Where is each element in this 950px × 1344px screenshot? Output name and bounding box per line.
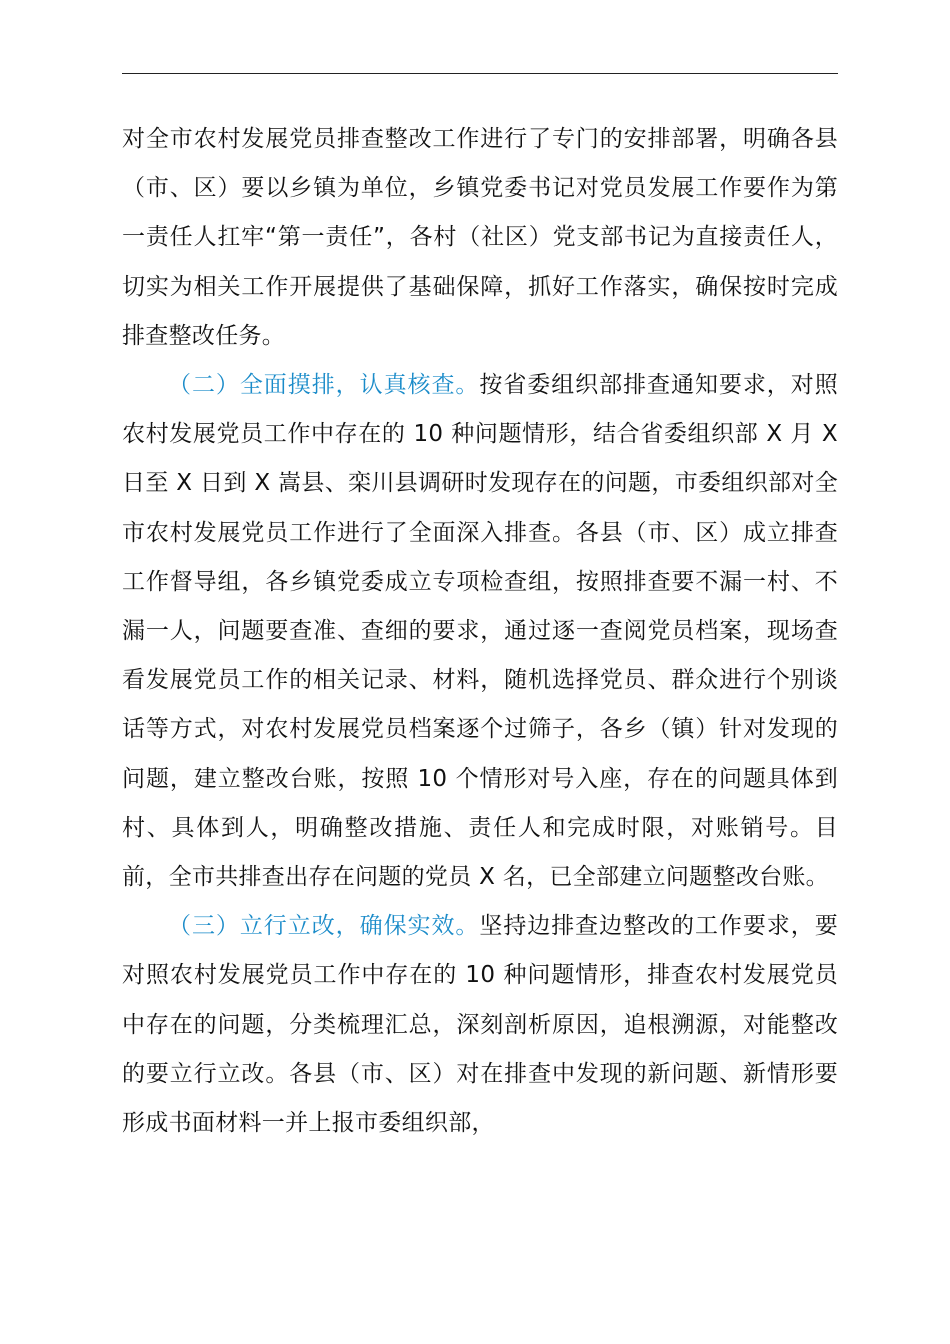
paragraph-1-text: 对全市农村发展党员排查整改工作进行了专门的安排部署，明确各县（市、区）要以乡镇为单位，乡镇党委书记对党员发展工作要作为第一责任人扛牢“第一责任”，各村（社区）党支部书记为直接责任人，切实为相关工作开展提供了基础保障，抓好工作落实，确保按时完成排查整改任务。 [122,126,838,349]
document-body [122,115,838,1148]
paragraph-2 [122,361,838,902]
paragraph-3-text: 坚持边排查边整改的工作要求，要对照农村发展党员工作中存在的 10 种问题情形，排查农村发展党员中存在的问题，分类梳理汇总，深刻剖析原因，追根溯源，对能整改的要立行立改。各县（市、区）对在排查中发现的新问题、新情形要形成书面材料一并上报市委组织部， [122,913,838,1137]
section-heading-2: （二）全面摸排，认真核查。 [168,372,480,399]
section-heading-3: （三）立行立改，确保实效。 [168,913,480,940]
header-rule [122,73,838,74]
paragraph-1 [122,115,838,361]
paragraph-3 [122,902,838,1148]
paragraph-2-text: 按省委组织部排查通知要求，对照农村发展党员工作中存在的 10 种问题情形，结合省委组织部 X 月 X 日至 X 日到 X 嵩县、栾川县调研时发现存在的问题，市委组织部对全市农村发展党员工作进行了全面深入排查。各县（市、区）成立排查工作督导组，各乡镇党委成立专项检查组，按照排查要不漏一村、不漏一人，问题要查准、查细的要求，通过逐一查阅党员档案，现场查看发展党员工作的相关记录、材料，随机选择党员、群众进行个别谈话等方式，对农村发展党员档案逐个过筛子，各乡（镇）针对发现的问题，建立整改台账，按照 10 个情形对号入座，存在的问题具体到村、具体到人，明确整改措施、责任人和完成时限，对账销号。目前，全市共排查出存在问题的党员 X 名，已全部建立问题整改台账。 [122,372,838,891]
